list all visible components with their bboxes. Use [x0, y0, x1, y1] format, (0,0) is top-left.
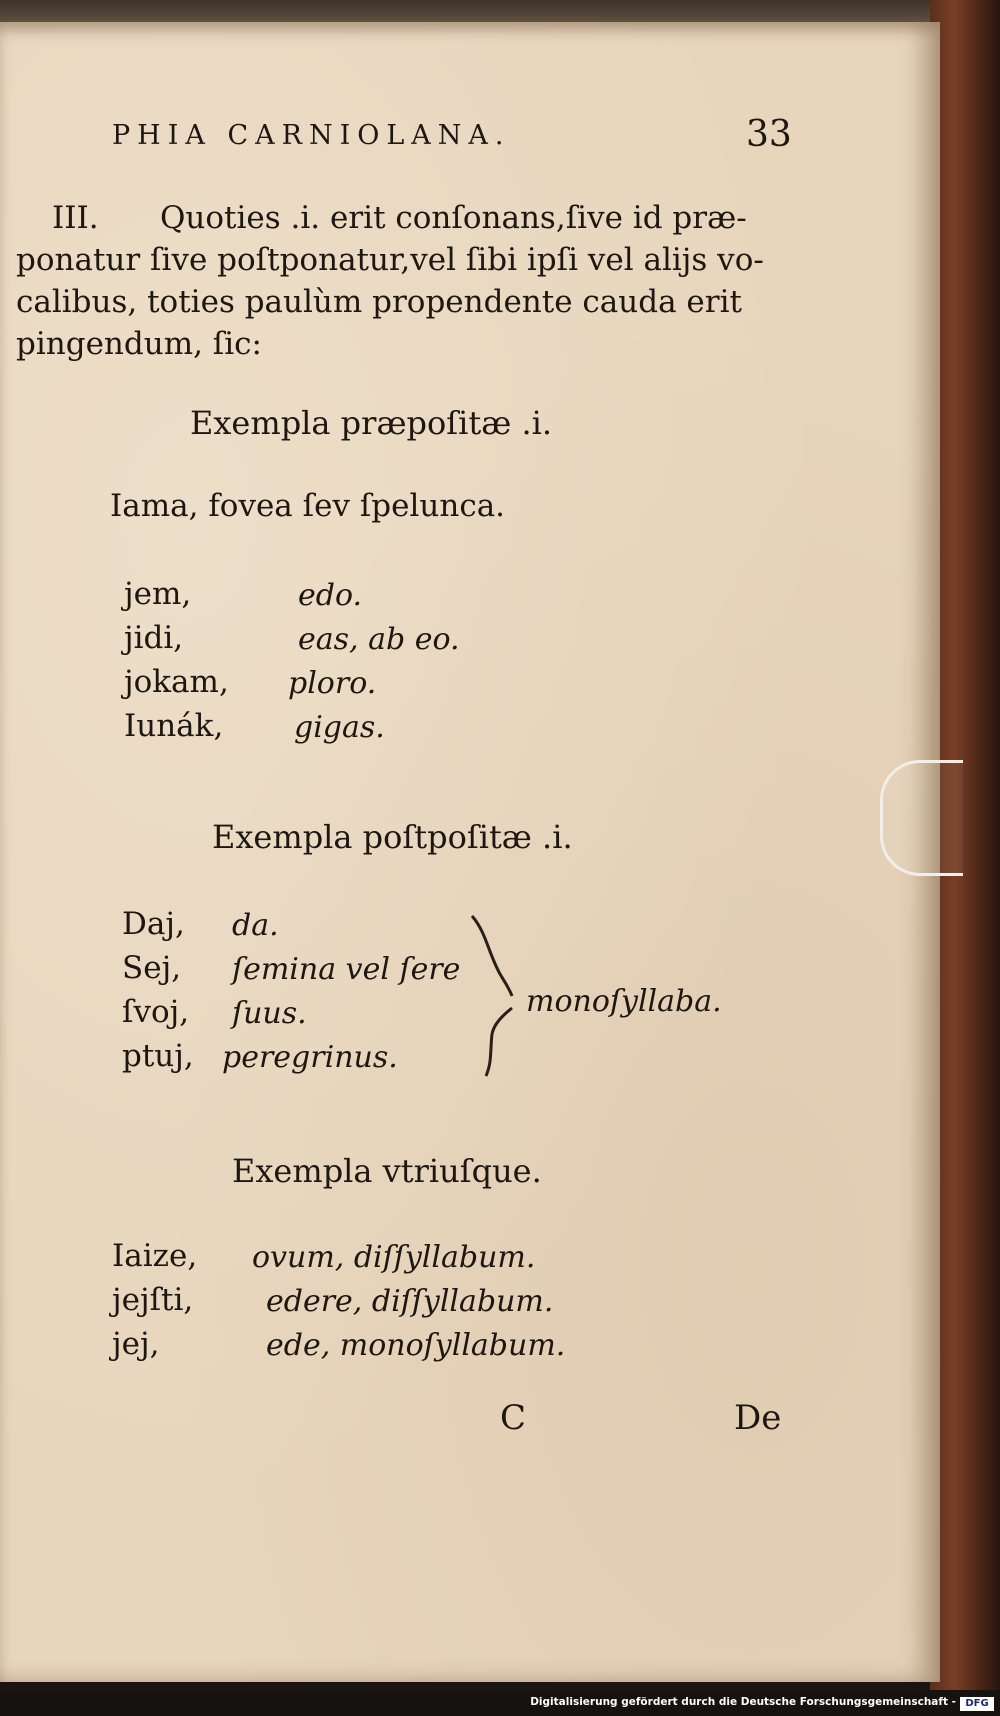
signature-mark: C [500, 1398, 527, 1438]
example-word: Daj, [122, 906, 185, 942]
example-word: jejſti, [112, 1282, 194, 1318]
iama-entry: Iama, fovea ſev ſpelunca. [110, 488, 506, 524]
catchword: De [734, 1398, 782, 1438]
example-word: ſvoj, [122, 994, 190, 1030]
example-word: Iunák, [124, 708, 224, 744]
example-word: ptuj, [122, 1038, 194, 1074]
example-meaning: eas, ab eo. [298, 622, 460, 657]
heading-praepositae: Exempla præpoſitæ .i. [190, 404, 553, 442]
example-meaning: edo. [298, 578, 363, 613]
running-head: PHIA CARNIOLANA. [112, 120, 511, 151]
example-word: jidi, [124, 620, 184, 656]
heading-postpositae: Exempla poſtpoſitæ .i. [212, 818, 573, 856]
example-meaning: edere, diſſyllabum. [266, 1284, 554, 1319]
example-meaning: da. [232, 908, 279, 943]
example-meaning: ploro. [288, 666, 377, 701]
section-number: III. [52, 200, 99, 236]
paragraph-line: pingendum, ſic: [16, 326, 262, 362]
page-number: 33 [746, 114, 792, 155]
example-word: jem, [124, 576, 192, 612]
grouping-brace [466, 912, 516, 1082]
example-meaning: ſemina vel ſere [232, 952, 461, 987]
footer-credit: Digitalisierung gefördert durch die Deutsche Forschungsgemeinschaft - [530, 1696, 956, 1708]
monosyllaba-note: monoſyllaba. [526, 984, 722, 1019]
example-word: jokam, [124, 664, 229, 700]
example-meaning: ovum, diſſyllabum. [252, 1240, 536, 1275]
example-meaning: gigas. [294, 710, 385, 745]
heading-utriusque: Exempla vtriuſque. [232, 1152, 542, 1190]
example-meaning: ſuus. [232, 996, 307, 1031]
example-word: Sej, [122, 950, 182, 986]
dfg-logo: DFG [960, 1697, 994, 1711]
page-clip [880, 760, 963, 876]
example-word: Iaize, [112, 1238, 198, 1274]
paragraph-line: ponatur ſive poſtponatur,vel ſibi ipſi vel alijs vo- [16, 242, 764, 278]
paragraph-line: Quoties .i. erit conſonans,ſive id præ- [160, 200, 747, 236]
example-meaning: peregrinus. [222, 1040, 398, 1075]
example-meaning: ede, monoſyllabum. [266, 1328, 566, 1363]
example-word: jej, [112, 1326, 160, 1362]
paragraph-line: calibus, toties paulùm propendente cauda erit [16, 284, 742, 320]
book-page [0, 22, 940, 1682]
